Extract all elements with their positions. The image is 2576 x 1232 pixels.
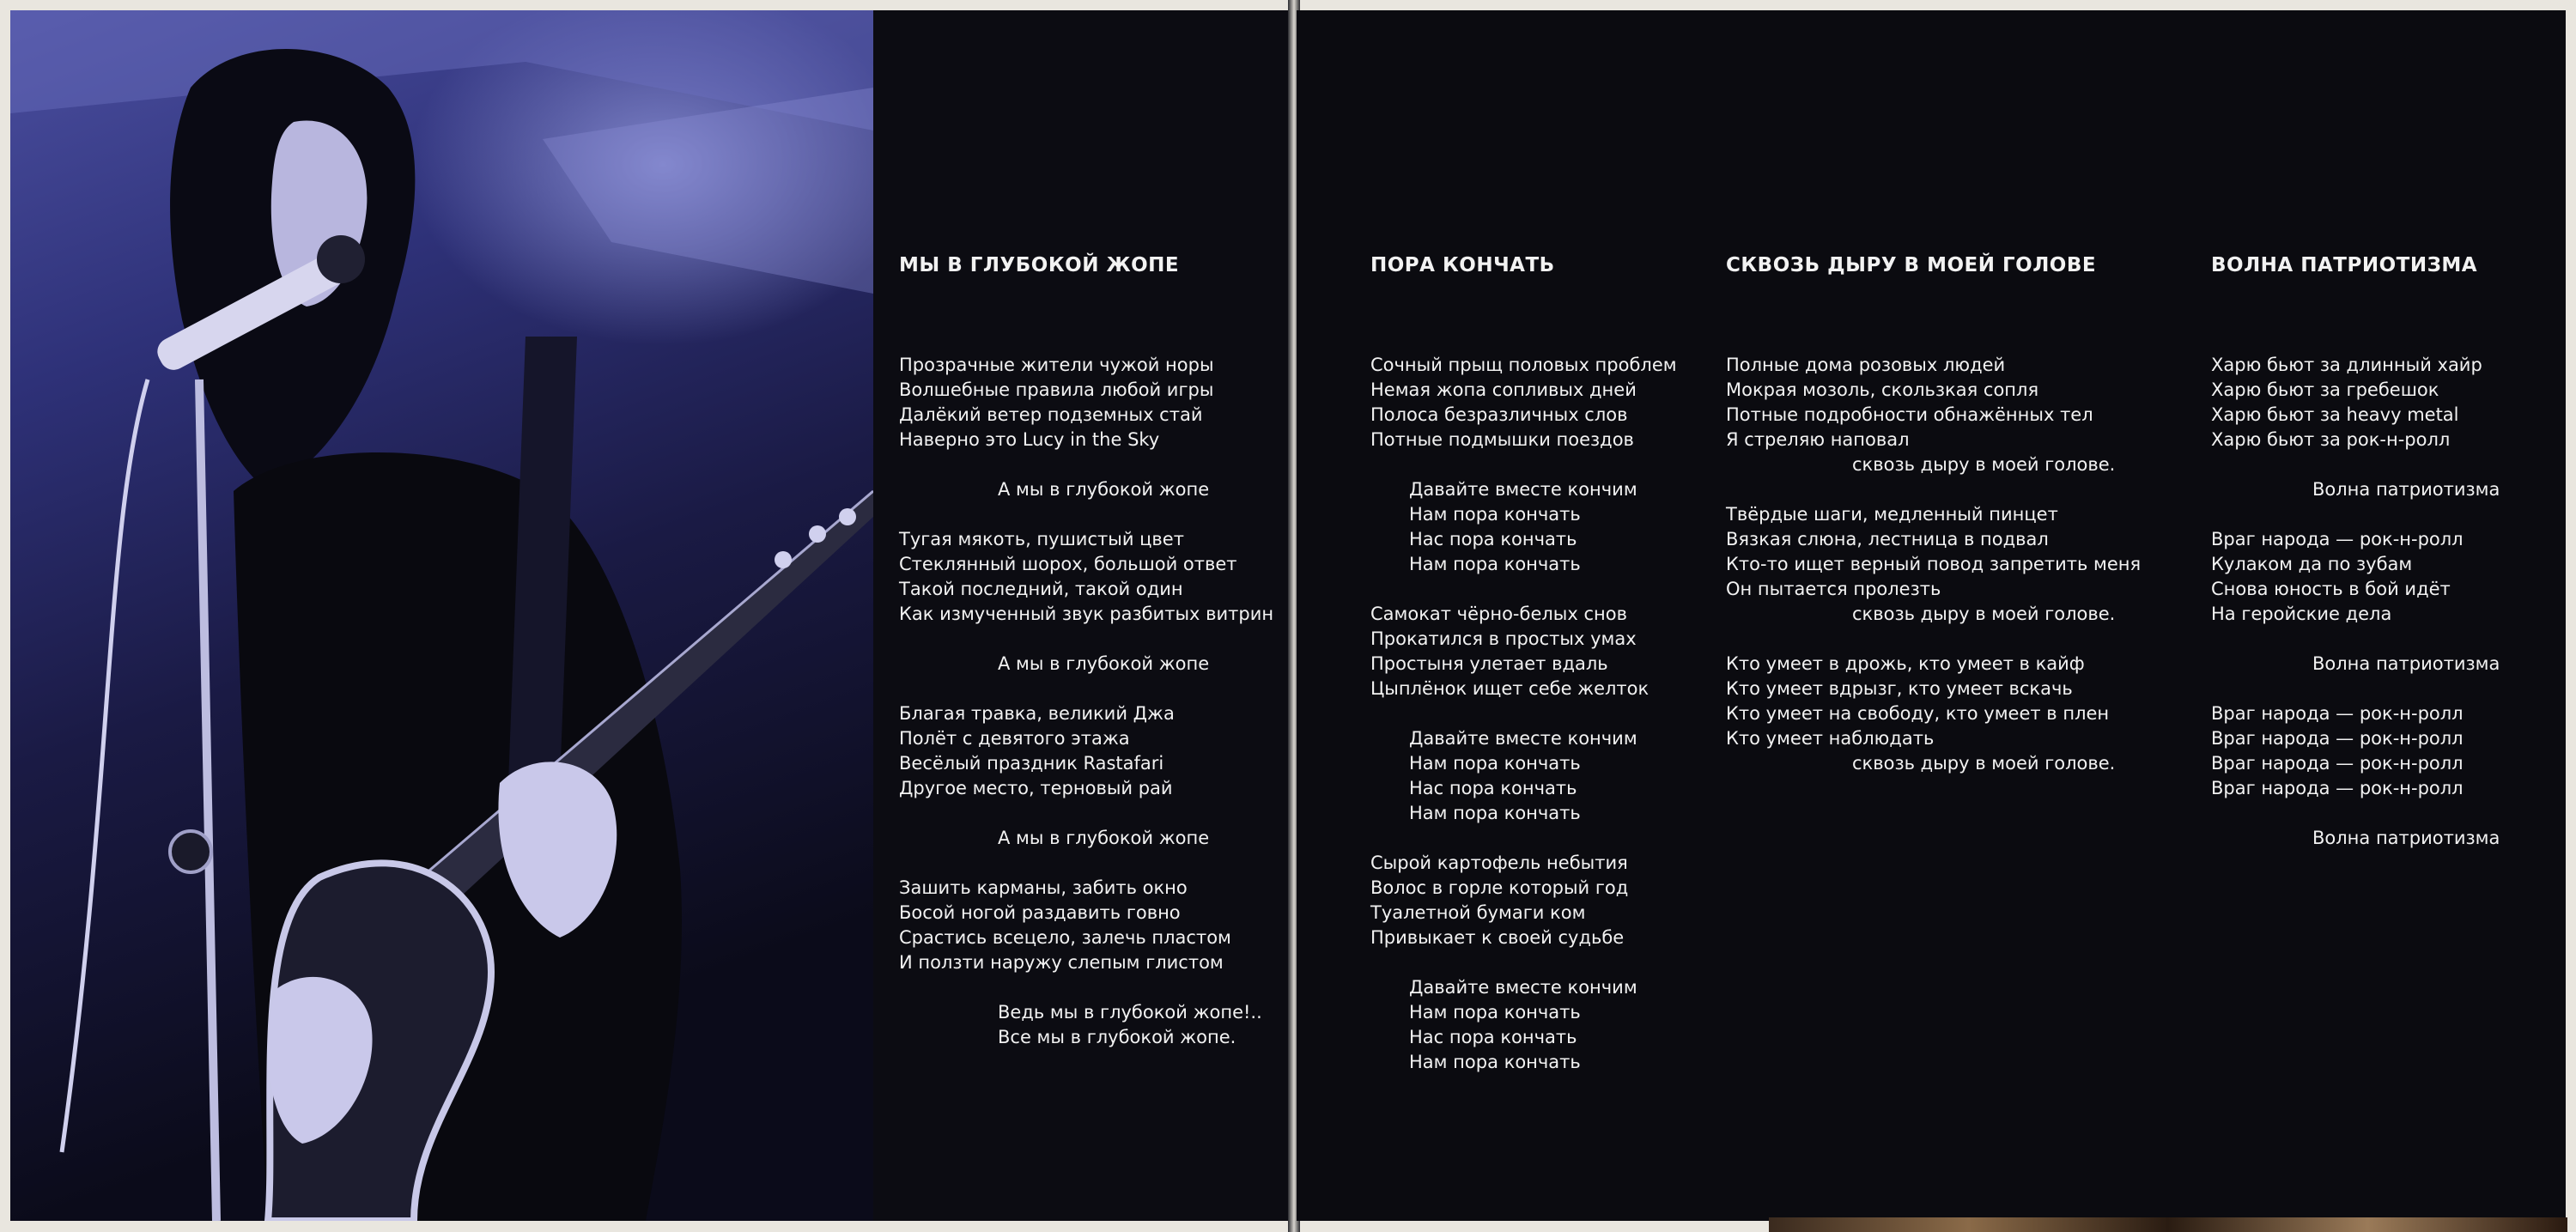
lyric-line: Полные дома розовых людей <box>1726 355 2006 375</box>
lyric-line: Враг народа — рок-н-ролл <box>2211 778 2464 798</box>
song-lines <box>2211 353 2500 851</box>
lyric-line: Враг народа — рок-н-ролл <box>2211 703 2464 724</box>
stanza-gap <box>899 801 1273 826</box>
lyric-line: Как измученный звук разбитых витрин <box>899 604 1274 624</box>
lyric-line: Нам пора кончать <box>1409 1052 1581 1072</box>
lyric-line: Он пытается пролезть <box>1726 579 1941 599</box>
lyric-line: Ведь мы в глубокой жопе!.. <box>998 1002 1262 1023</box>
lyric-line: Другое место, терновый рай <box>899 778 1173 798</box>
stanza-gap <box>1370 701 1677 726</box>
song-title: МЫ В ГЛУБОКОЙ ЖОПЕ <box>899 254 1180 276</box>
lyric-line: Туалетной бумаги ком <box>1370 902 1586 923</box>
stanza-gap <box>1370 577 1677 602</box>
stanza-gap <box>899 677 1273 701</box>
song-title: ВОЛНА ПАТРИОТИЗМА <box>2211 254 2478 276</box>
lyric-line: Цыплёнок ищет себе желток <box>1370 678 1649 699</box>
lyric-line: Привыкает к своей судьбе <box>1370 927 1625 948</box>
lyric-line: Волна патриотизма <box>2312 653 2500 674</box>
stanza-gap <box>899 627 1273 652</box>
lyric-line: Враг народа — рок-н-ролл <box>2211 728 2464 749</box>
stanza-gap <box>1370 950 1677 975</box>
lyric-line: сквозь дыру в моей голове. <box>1852 454 2116 475</box>
lyric-line: Давайте вместе кончим <box>1409 977 1637 998</box>
lyric-line: Враг народа — рок-н-ролл <box>2211 753 2464 774</box>
lyric-line: сквозь дыру в моей голове. <box>1852 753 2116 774</box>
lyric-line: Немая жопа сопливых дней <box>1370 379 1637 400</box>
lyric-line: Харю бьют за рок-н-ролл <box>2211 429 2451 450</box>
lyric-line: Нам пора кончать <box>1409 554 1581 574</box>
lyric-line: Кто умеет наблюдать <box>1726 728 1935 749</box>
lyric-line: Сырой картофель небытия <box>1370 853 1628 873</box>
stanza-gap <box>1370 826 1677 851</box>
song-3 <box>1726 203 2141 826</box>
song-lines <box>899 353 1273 1050</box>
lyric-line: Полёт с девятого этажа <box>899 728 1130 749</box>
song-title: СКВОЗЬ ДЫРУ В МОЕЙ ГОЛОВЕ <box>1726 254 2097 276</box>
lyric-line: Волна патриотизма <box>2312 828 2500 848</box>
lyric-line: Харю бьют за гребешок <box>2211 379 2439 400</box>
stanza-gap <box>899 502 1273 527</box>
lyric-line: Волшебные правила любой игры <box>899 379 1214 400</box>
lyric-line: Волос в горле который год <box>1370 877 1629 898</box>
lyric-line: Стеклянный шорох, большой ответ <box>899 554 1237 574</box>
lyric-line: Нам пора кончать <box>1409 1002 1581 1023</box>
lyric-line: Харю бьют за длинный хайр <box>2211 355 2482 375</box>
lyric-line: Кто-то ищет верный повод запретить меня <box>1726 554 2142 574</box>
lyric-line: А мы в глубокой жопе <box>998 828 1210 848</box>
song-lines <box>1370 353 1677 1075</box>
lyric-line: Нас пора кончать <box>1409 529 1577 549</box>
lyric-line: Прокатился в простых умах <box>1370 628 1637 649</box>
lyric-line: Давайте вместе кончим <box>1409 479 1637 500</box>
lyric-line: Потные подробности обнажённых тел <box>1726 404 2093 425</box>
lyric-line: А мы в глубокой жопе <box>998 653 1210 674</box>
lyric-line: Кто умеет вдрызг, кто умеет вскачь <box>1726 678 2073 699</box>
lyric-line: Простыня улетает вдаль <box>1370 653 1608 674</box>
stanza-gap <box>1370 452 1677 477</box>
lyric-line: Босой ногой раздавить говно <box>899 902 1181 923</box>
lyric-line: Такой последний, такой один <box>899 579 1183 599</box>
lyric-line: Прозрачные жители чужой норы <box>899 355 1214 375</box>
lyric-line: Кулаком да по зубам <box>2211 554 2413 574</box>
stanza-gap <box>2211 627 2500 652</box>
stanza-gap <box>1726 477 2141 502</box>
stanza-gap <box>2211 502 2500 527</box>
lyric-line: Кто умеет на свободу, кто умеет в плен <box>1726 703 2110 724</box>
lyric-line: Харю бьют за heavy metal <box>2211 404 2459 425</box>
lyric-line: Далёкий ветер подземных стай <box>899 404 1203 425</box>
lyric-line: Нам пора кончать <box>1409 753 1581 774</box>
song-lines <box>1726 353 2141 776</box>
lyric-line: Наверно это Lucy in the Sky <box>899 429 1160 450</box>
singer-photo-illustration <box>10 10 873 1221</box>
right-page <box>1297 10 2566 1221</box>
lyric-line: Я стреляю наповал <box>1726 429 1910 450</box>
stanza-gap <box>2211 452 2500 477</box>
singer-photo <box>10 10 873 1221</box>
lyric-line: Снова юность в бой идёт <box>2211 579 2451 599</box>
stanza-gap <box>1726 627 2141 652</box>
lyric-line: сквозь дыру в моей голове. <box>1852 604 2116 624</box>
song-2 <box>1370 203 1677 1125</box>
lyric-line: Нас пора кончать <box>1409 1027 1577 1047</box>
lyric-line: Волна патриотизма <box>2312 479 2500 500</box>
song-title: ПОРА КОНЧАТЬ <box>1370 254 1555 276</box>
lyric-line: Благая травка, великий Джа <box>899 703 1175 724</box>
left-page <box>10 10 1290 1221</box>
lyric-line: Кто умеет в дрожь, кто умеет в кайф <box>1726 653 2085 674</box>
stanza-gap <box>899 452 1273 477</box>
song-1 <box>899 203 1273 1100</box>
lyric-line: И ползти наружу слепым глистом <box>899 952 1224 973</box>
lyric-line: Весёлый праздник Rastafari <box>899 753 1164 774</box>
lyric-line: Мокрая мозоль, скользкая сопля <box>1726 379 2039 400</box>
lyric-line: Зашить карманы, забить окно <box>899 877 1188 898</box>
edge-photo-strip <box>1769 1217 2567 1232</box>
lyric-line: Нас пора кончать <box>1409 778 1577 798</box>
lyric-line: А мы в глубокой жопе <box>998 479 1210 500</box>
lyric-line: Срастись всецело, залечь пластом <box>899 927 1231 948</box>
lyric-line: Вязкая слюна, лестница в подвал <box>1726 529 2049 549</box>
lyric-line: Потные подмышки поездов <box>1370 429 1634 450</box>
lyric-line: Давайте вместе кончим <box>1409 728 1637 749</box>
stanza-gap <box>899 975 1273 1000</box>
lyric-line: Враг народа — рок-н-ролл <box>2211 529 2464 549</box>
stanza-gap <box>2211 801 2500 826</box>
stanza-gap <box>2211 677 2500 701</box>
lyric-line: Нам пора кончать <box>1409 803 1581 823</box>
lyric-line: Самокат чёрно-белых снов <box>1370 604 1627 624</box>
lyric-line: Твёрдые шаги, медленный пинцет <box>1726 504 2058 525</box>
song-4 <box>2211 203 2500 901</box>
lyric-line: Нам пора кончать <box>1409 504 1581 525</box>
lyric-line: Тугая мякоть, пушистый цвет <box>899 529 1184 549</box>
stanza-gap <box>899 851 1273 876</box>
lyric-line: Полоса безразличных слов <box>1370 404 1628 425</box>
lyric-line: Сочный прыщ половых проблем <box>1370 355 1677 375</box>
lyric-line: Все мы в глубокой жопе. <box>998 1027 1236 1047</box>
lyric-line: На геройские дела <box>2211 604 2392 624</box>
